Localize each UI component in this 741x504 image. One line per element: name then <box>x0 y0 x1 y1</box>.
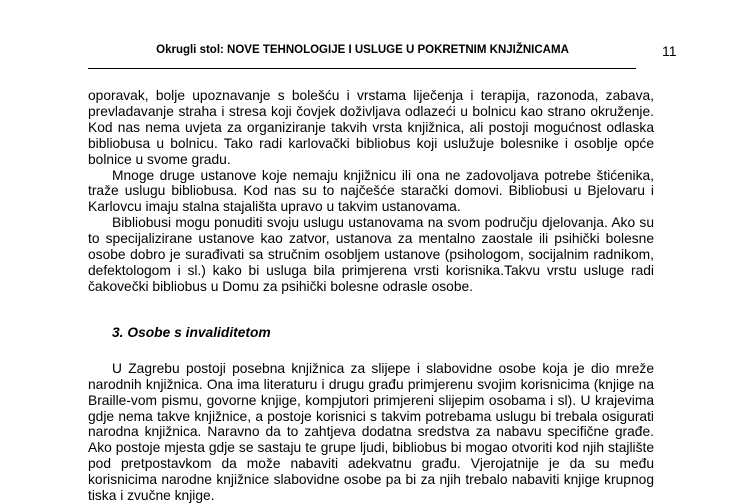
header-divider <box>88 68 636 69</box>
body-paragraph: oporavak, bolje upoznavanje s bolešću i vrstama liječenja i terapija, razonoda, zabava, prevladavanje straha i stresa koji čovjek doživljava odlazeći u bolnicu kao strano okruženje. Kod nas nema uvjeta za organiziranje takvih vrsta knjižnica, ali postoji mogućnost odlaska bibliobusa u bolnicu. Tako radi karlovački bibliobus koji uslužuje bolesnike i osoblje opće bolnice u svome gradu. <box>88 88 654 167</box>
body-paragraph: Bibliobusi mogu ponuditi svoju uslugu ustanovama na svom području djelovanja. Ako su to specijalizirane ustanove kao zatvor, ustanova za mentalno zaostale ili psihički bolesne osobe dobro je surađivati sa stručnim osobljem ustanove (psihologom, socijalnim radnikom, defektologom i sl.) kako bi usluga bila primjerena vrsti korisnika.Takvu vrstu usluge radi čakovečki bibliobus u Domu za psihički bolesne odrasle osobe. <box>88 215 654 294</box>
running-header-title: Okrugli stol: NOVE TEHNOLOGIJE I USLUGE U POKRETNIM KNJIŽNICAMA <box>156 44 569 56</box>
document-body <box>88 88 654 504</box>
page-number: 11 <box>662 43 677 59</box>
body-paragraph: Mnoge druge ustanove koje nemaju knjižnicu ili ona ne zadovoljava potrebe štićenika, traže uslugu bibliobusa. Kod nas su to najčešće staračkі domovi. Bibliobusi u Bjelovaru i Karlovcu imaju stalna stajališta upravo u takvim ustanovama. <box>88 167 654 215</box>
section-heading: 3. Osobe s invaliditetom <box>112 324 271 340</box>
body-paragraph: U Zagrebu postoji posebna knjižnica za slijepe i slabovidne osobe koja je dio mreže narodnih knjižnica. Ona ima literaturu i drugu građu primjerenu svojim korisnicima (knjige na Braille-vom pismu, govorne knjige, kompjutori primjereni slijepim osobama i sl). U krajevima gdje nema takve knjižnice, a postoje korisnici s takvim potrebama uslugu bi trebala osigurati narodna knjižnica. Naravno da to zahtjeva dodatna sredstva za nabavu specifične građe. Ako postoje mjesta gdje se sastaju te grupe ljudi, bibliobus bi mogao otvoriti kod njih stajlište pod pretpostavkom da može nabaviti adekvatnu građu. Vjerojatnije je da su među korisnicima narodne knjižnice slabovidne osobe pa bi za njih trebalo nabaviti knjige krupnog tiska i zvučne knjige. <box>88 360 654 504</box>
